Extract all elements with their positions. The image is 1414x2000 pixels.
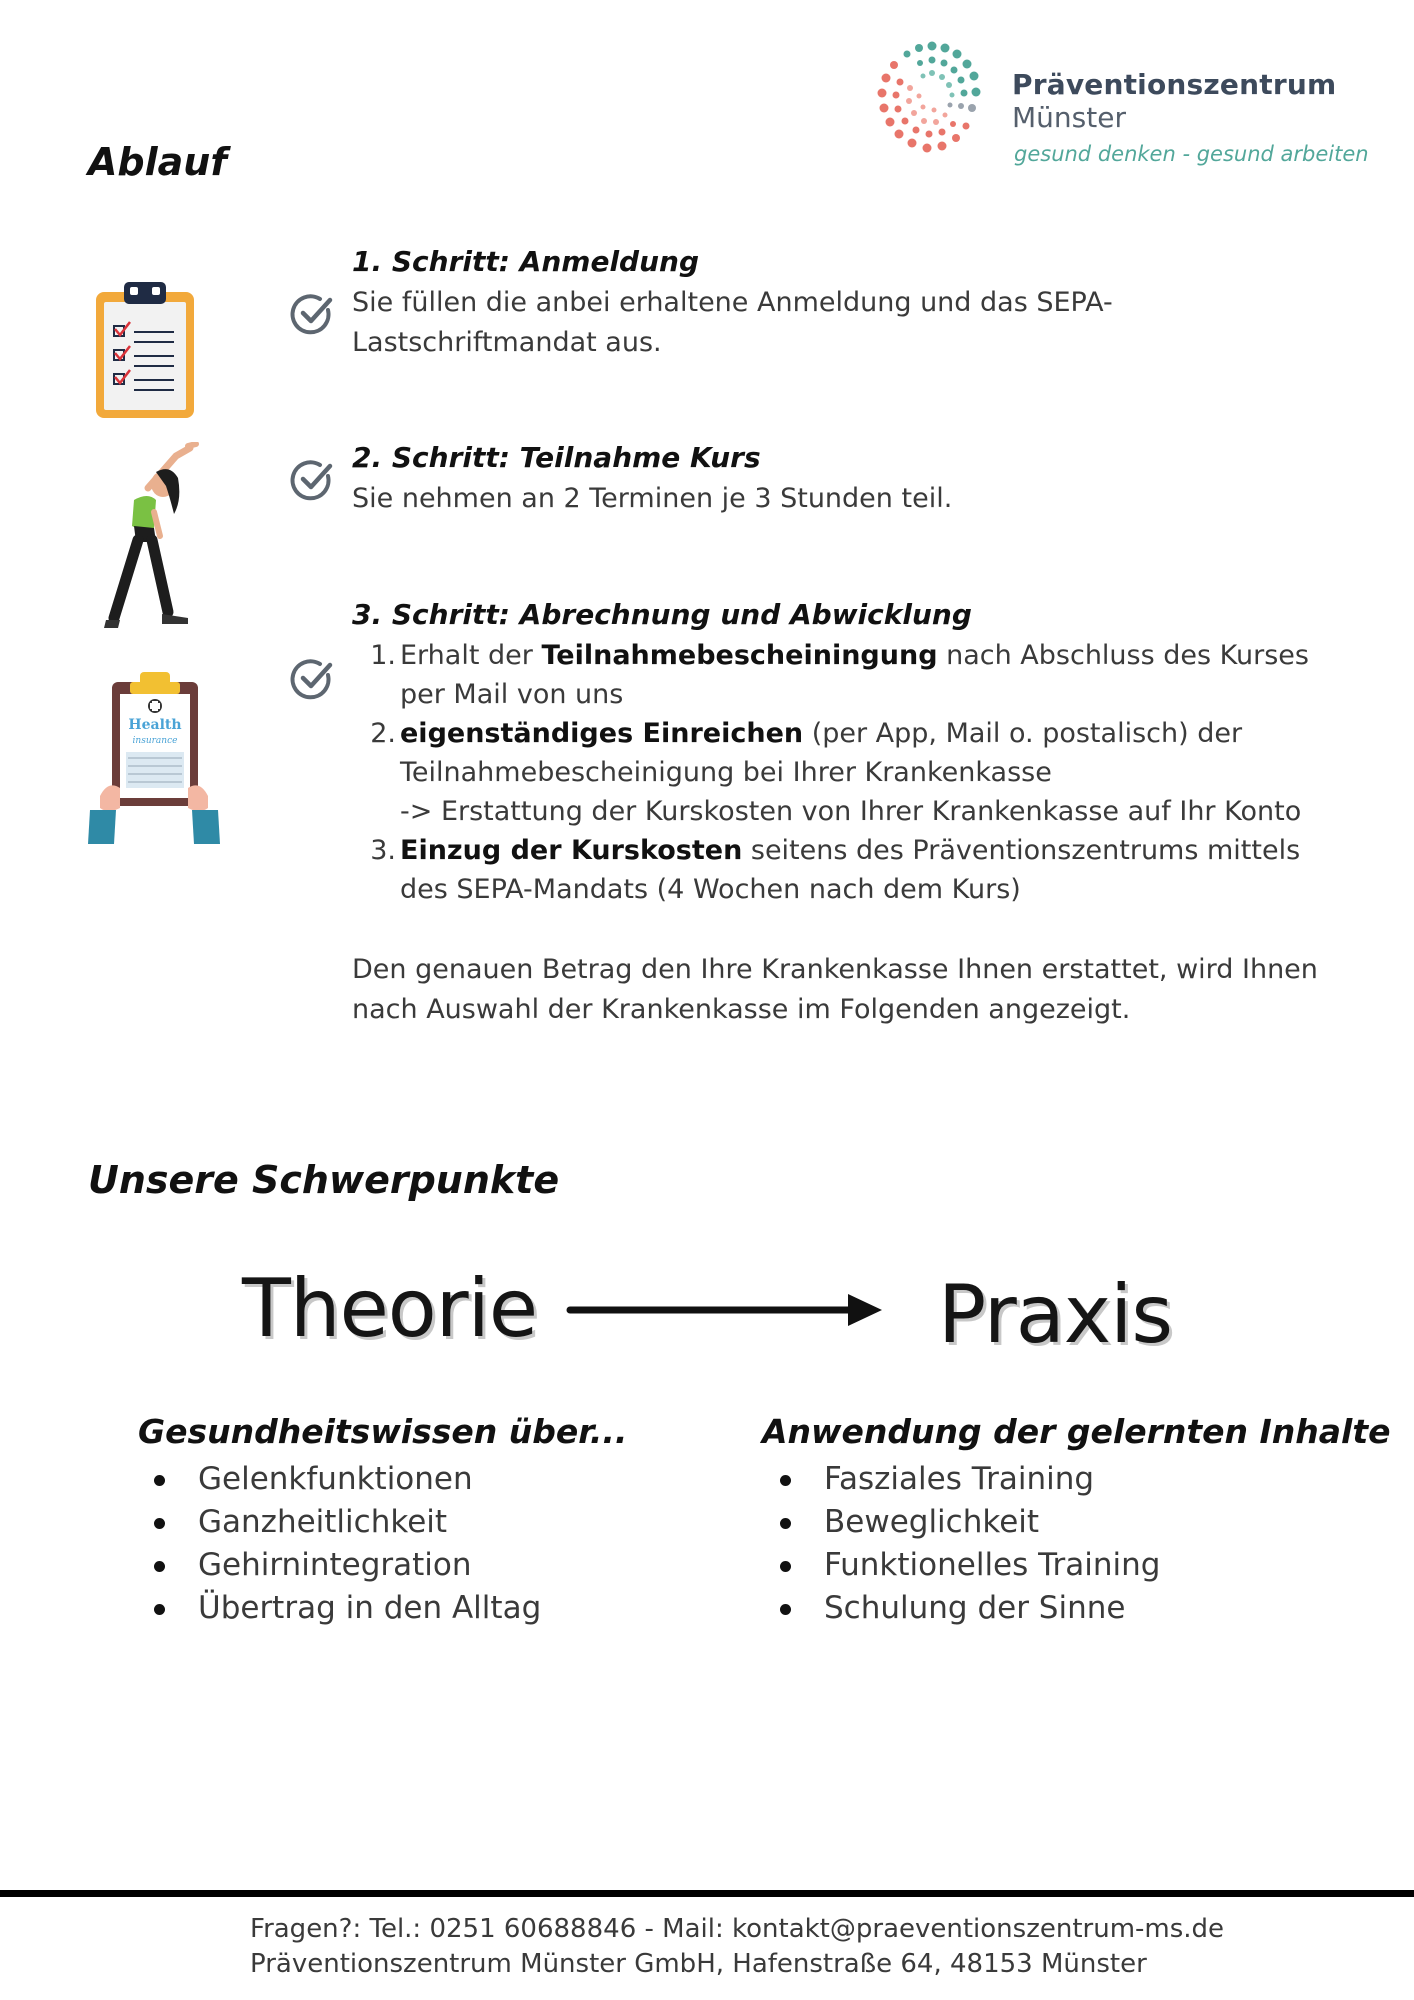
health-insurance-clipboard-icon xyxy=(86,668,222,850)
step3-title: 3. Schritt: Abrechnung und Abwicklung xyxy=(352,598,972,631)
praxis-word: Praxis xyxy=(938,1268,1172,1361)
check-icon xyxy=(288,456,336,504)
clipboard-label-top: Health xyxy=(128,717,182,733)
list-item: Funktionelles Training xyxy=(770,1544,1160,1587)
praxis-list xyxy=(770,1458,1160,1630)
list-item: Ganzheitlichkeit xyxy=(144,1501,541,1544)
refund-note: Den genauen Betrag den Ihre Krankenkasse Ihnen erstattet, wird Ihnen nach Auswahl der Krankenkasse im Folgenden angezeigt. xyxy=(352,954,1318,1025)
logo-mark-icon xyxy=(872,38,992,160)
praxis-subheading: Anwendung der gelernten Inhalte xyxy=(762,1412,1391,1451)
step3-item: 2. eigenständiges Einreichen (per App, Mail o. postalisch) der Teilnahmebescheinigung bei Ihrer Krankenkasse -> Erstattung der Kurskosten von Ihrer Krankenkasse auf Ihr Konto xyxy=(370,718,1302,827)
list-item: Gehirnintegration xyxy=(144,1544,541,1587)
check-icon xyxy=(288,655,336,703)
step3-list xyxy=(352,636,1332,909)
list-item: Übertrag in den Alltag xyxy=(144,1587,541,1630)
ablauf-heading: Ablauf xyxy=(88,140,227,184)
theorie-list xyxy=(144,1458,541,1630)
step3-item: 3. Einzug der Kurskosten seitens des Präventionszentrums mittels des SEPA-Mandats (4 Wochen nach dem Kurs) xyxy=(370,835,1301,905)
step1-title: 1. Schritt: Anmeldung xyxy=(352,245,700,278)
step2-text: Sie nehmen an 2 Terminen je 3 Stunden teil. xyxy=(352,483,953,514)
footer-divider xyxy=(0,1890,1414,1897)
footer-address: Präventionszentrum Münster GmbH, Hafenstraße 64, 48153 Münster xyxy=(250,1949,1147,1979)
footer-contact: Fragen?: Tel.: 0251 60688846 - Mail: kontakt@praeventionszentrum-ms.de xyxy=(250,1914,1225,1944)
theorie-word: Theorie xyxy=(242,1262,538,1355)
logo-slogan: gesund denken - gesund arbeiten xyxy=(1014,142,1369,166)
arrow-right-icon xyxy=(566,1290,886,1330)
list-item: Beweglichkeit xyxy=(770,1501,1160,1544)
logo-name: Präventionszentrum xyxy=(1012,68,1337,101)
step2-title: 2. Schritt: Teilnahme Kurs xyxy=(352,441,761,474)
list-item: Schulung der Sinne xyxy=(770,1587,1160,1630)
step1-text: Sie füllen die anbei erhaltene Anmeldung und das SEPA-Lastschriftmandat aus. xyxy=(352,287,1113,358)
clipboard-label-bottom: insurance xyxy=(132,736,178,746)
checklist-clipboard-icon xyxy=(94,280,198,420)
theorie-subheading: Gesundheitswissen über... xyxy=(138,1412,628,1451)
list-item: Gelenkfunktionen xyxy=(144,1458,541,1501)
step3-item: 1. Erhalt der Teilnahmebescheiningung nach Abschluss des Kurses per Mail von uns xyxy=(370,640,1309,710)
schwerpunkte-heading: Unsere Schwerpunkte xyxy=(88,1158,560,1202)
check-icon xyxy=(288,290,336,338)
logo-city: Münster xyxy=(1012,101,1126,134)
list-item: Fasziales Training xyxy=(770,1458,1160,1501)
footer xyxy=(250,1912,1224,1982)
logo xyxy=(872,38,1369,178)
stretching-woman-icon xyxy=(90,442,202,632)
